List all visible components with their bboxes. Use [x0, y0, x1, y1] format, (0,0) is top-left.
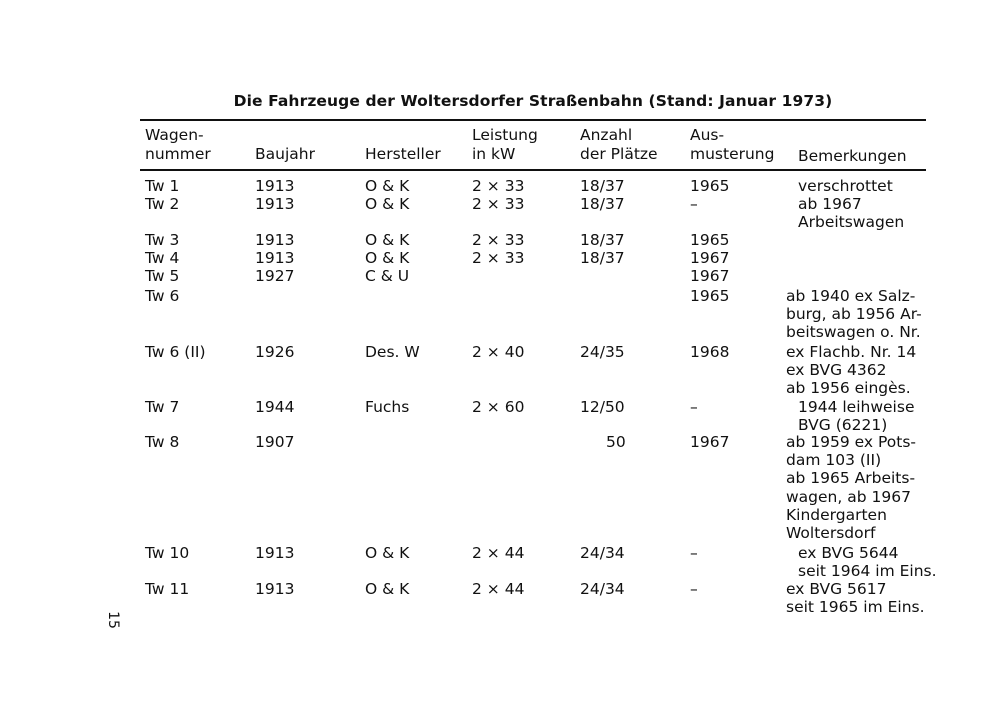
cell-leistung: 2 × 44 [472, 544, 525, 562]
cell-hersteller: O & K [365, 544, 410, 562]
header-baujahr-text: Baujahr [255, 145, 315, 163]
cell-hersteller: O & K [365, 231, 410, 249]
cell-baujahr: 1913 [255, 177, 295, 195]
header-rule [140, 169, 926, 171]
cell-wagennummer: Tw 11 [145, 580, 190, 598]
page-number: 15 [104, 611, 121, 629]
cell-anzahl: 24/34 [580, 544, 625, 562]
cell-bemerkung-line: verschrottet [798, 177, 893, 195]
cell-wagennummer: Tw 10 [145, 544, 190, 562]
header-wagen-line1: Wagen- [145, 126, 204, 144]
cell-hersteller: Fuchs [365, 398, 410, 416]
cell-bemerkung-line: dam 103 (II) [786, 451, 882, 470]
cell-baujahr: 1926 [255, 343, 295, 361]
cell-wagennummer: Tw 2 [145, 195, 180, 213]
header-anzahl-line2: der Plätze [580, 145, 658, 163]
cell-hersteller: C & U [365, 267, 410, 285]
cell-leistung: 2 × 40 [472, 343, 525, 361]
cell-baujahr: 1927 [255, 267, 295, 285]
cell-ausmusterung: – [690, 398, 698, 416]
cell-wagennummer: Tw 6 (II) [145, 343, 206, 361]
cell-bemerkung-line: ex BVG 4362 [786, 361, 887, 380]
cell-bemerkung-line: BVG (6221) [798, 416, 888, 435]
cell-wagennummer: Tw 8 [145, 433, 180, 451]
cell-ausmusterung: 1967 [690, 433, 730, 451]
cell-wagennummer: Tw 7 [145, 398, 180, 416]
cell-leistung: 2 × 33 [472, 195, 525, 213]
cell-bemerkung-line: ab 1965 Arbeits- [786, 469, 916, 488]
cell-baujahr: 1907 [255, 433, 295, 451]
cell-ausmusterung: 1965 [690, 177, 730, 195]
cell-bemerkung-line: seit 1964 im Eins. [798, 562, 937, 581]
cell-bemerkung-line: ex BVG 5617 [786, 580, 887, 598]
cell-hersteller: O & K [365, 177, 410, 195]
cell-anzahl: 12/50 [580, 398, 625, 416]
cell-baujahr: 1913 [255, 195, 295, 213]
header-ausmusterung [690, 126, 774, 164]
cell-bemerkung-line: ab 1940 ex Salz- [786, 287, 916, 305]
header-hersteller [365, 145, 441, 164]
cell-leistung: 2 × 33 [472, 249, 525, 267]
cell-bemerkung-line: Woltersdorf [786, 524, 876, 542]
cell-baujahr: 1913 [255, 249, 295, 267]
cell-ausmusterung: – [690, 580, 698, 598]
cell-ausmusterung: 1967 [690, 267, 730, 285]
header-bemerkungen [798, 147, 907, 166]
cell-wagennummer: Tw 3 [145, 231, 180, 249]
cell-anzahl: 24/35 [580, 343, 625, 361]
cell-anzahl: 24/34 [580, 580, 625, 598]
cell-ausmusterung: – [690, 544, 698, 562]
cell-bemerkung-line: ex Flachb. Nr. 14 [786, 343, 917, 361]
cell-leistung: 2 × 44 [472, 580, 525, 598]
cell-bemerkung-line: beitswagen o. Nr. [786, 323, 921, 342]
cell-bemerkung-line: ab 1959 ex Pots- [786, 433, 917, 451]
header-anzahl-line1: Anzahl [580, 126, 633, 144]
cell-ausmusterung: 1967 [690, 249, 730, 267]
header-leistung [472, 126, 538, 164]
cell-bemerkung-line: ex BVG 5644 [798, 544, 899, 562]
cell-bemerkung-line: ab 1956 eingès. [786, 379, 911, 398]
cell-anzahl: 50 [606, 433, 626, 451]
cell-bemerkung-line: ab 1967 [798, 195, 862, 213]
cell-bemerkung-line: Arbeitswagen [798, 213, 905, 232]
header-wagennummer [145, 126, 211, 164]
header-baujahr [255, 145, 315, 164]
header-hersteller-text: Hersteller [365, 145, 441, 163]
cell-leistung: 2 × 60 [472, 398, 525, 416]
table-title: Die Fahrzeuge der Woltersdorfer Straßenbahn (Stand: Januar 1973) [233, 92, 833, 110]
header-wagen-line2: nummer [145, 145, 211, 163]
header-leistung-line2: in kW [472, 145, 516, 163]
cell-anzahl: 18/37 [580, 231, 625, 249]
cell-wagennummer: Tw 5 [145, 267, 180, 285]
cell-anzahl: 18/37 [580, 177, 625, 195]
cell-ausmusterung: 1968 [690, 343, 730, 361]
cell-ausmusterung: 1965 [690, 231, 730, 249]
top-rule [140, 119, 926, 121]
cell-baujahr: 1944 [255, 398, 295, 416]
cell-baujahr: 1913 [255, 544, 295, 562]
cell-hersteller: O & K [365, 580, 410, 598]
header-aus-line1: Aus- [690, 126, 725, 144]
cell-hersteller: O & K [365, 195, 410, 213]
cell-bemerkung-line: Kindergarten [786, 505, 887, 524]
cell-leistung: 2 × 33 [472, 177, 525, 195]
header-anzahl [580, 126, 658, 164]
cell-wagennummer: Tw 4 [145, 249, 180, 267]
header-aus-line2: musterung [690, 145, 775, 163]
cell-anzahl: 18/37 [580, 249, 625, 267]
cell-leistung: 2 × 33 [472, 231, 525, 249]
cell-wagennummer: Tw 6 [145, 287, 180, 305]
cell-hersteller: Des. W [365, 343, 420, 361]
cell-bemerkung-line: seit 1965 im Eins. [786, 598, 925, 617]
header-leistung-line1: Leistung [472, 126, 538, 144]
cell-bemerkung-line: burg, ab 1956 Ar- [786, 305, 922, 324]
cell-ausmusterung: 1965 [690, 287, 730, 305]
cell-baujahr: 1913 [255, 580, 295, 598]
cell-wagennummer: Tw 1 [145, 177, 180, 195]
cell-ausmusterung: – [690, 195, 698, 213]
header-bemerkungen-text: Bemerkungen [798, 147, 907, 165]
cell-anzahl: 18/37 [580, 195, 625, 213]
cell-hersteller: O & K [365, 249, 410, 267]
cell-bemerkung-line: 1944 leihweise [798, 398, 915, 416]
cell-bemerkung-line: wagen, ab 1967 [786, 487, 911, 506]
cell-baujahr: 1913 [255, 231, 295, 249]
